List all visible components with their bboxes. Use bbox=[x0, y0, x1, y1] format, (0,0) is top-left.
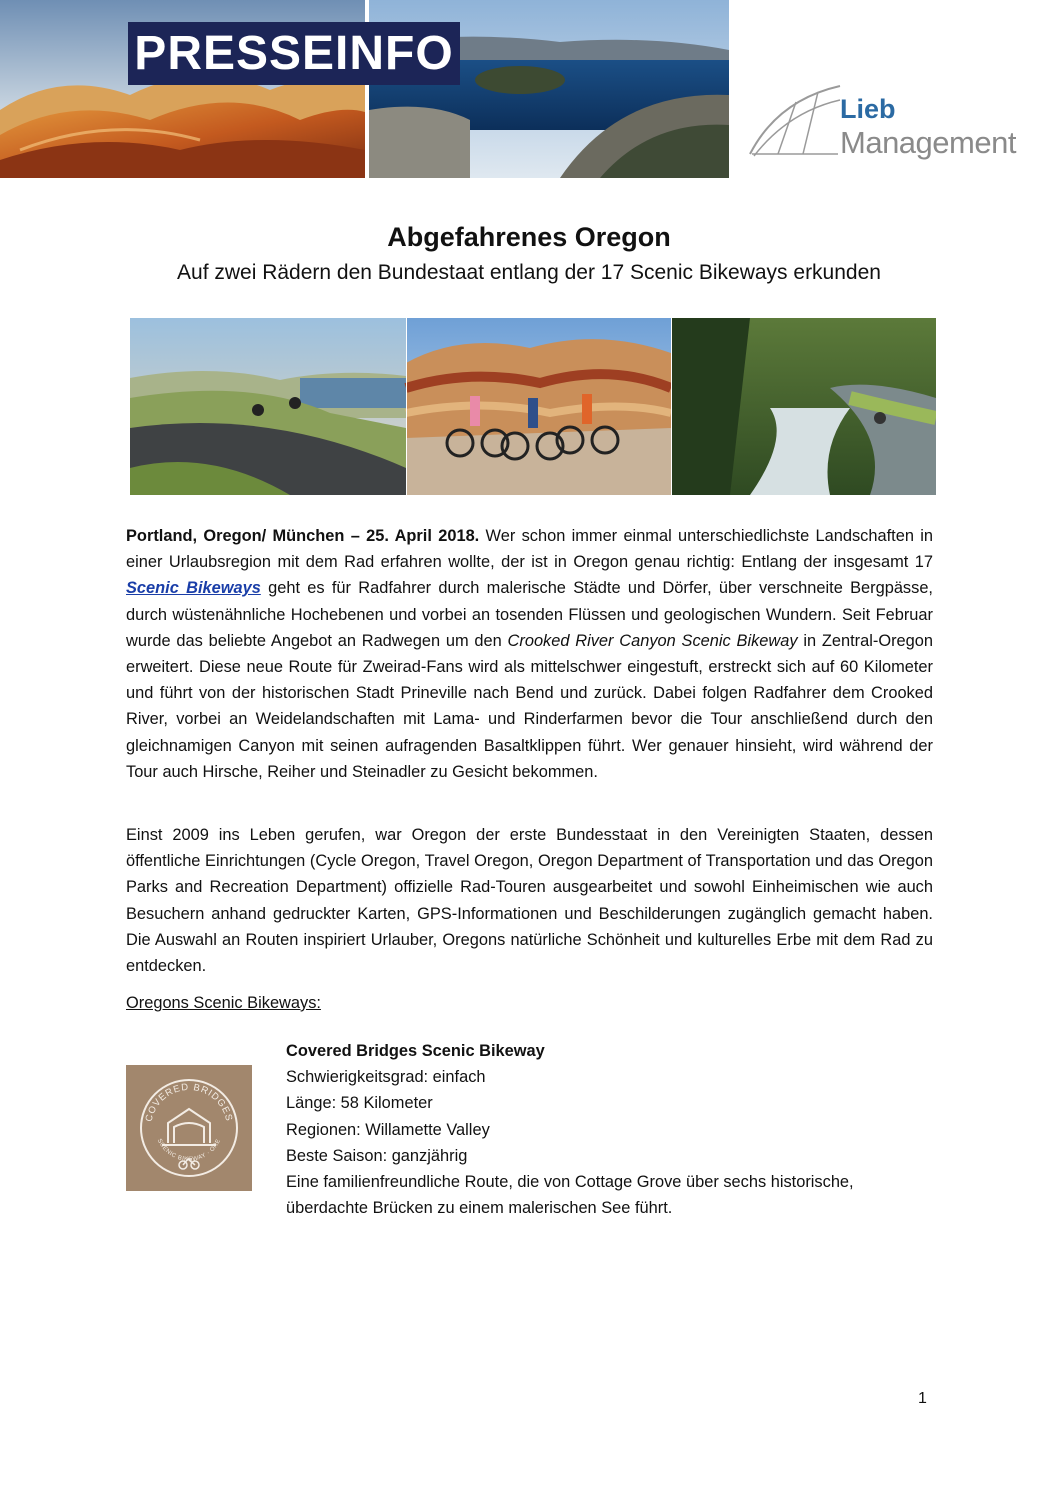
logo-mark-icon bbox=[748, 82, 843, 162]
bikeway-regions: Regionen: Willamette Valley bbox=[286, 1120, 490, 1139]
crooked-river-bikeway-name: Crooked River Canyon Scenic Bikeway bbox=[507, 631, 798, 650]
bikeway-difficulty: Schwierigkeitsgrad: einfach bbox=[286, 1068, 486, 1087]
intro-text-b: geht es für Radfahrer durch malerische Städte und Dörfer, über verschneite Bergpässe, durch wüstenähnliche Hochebenen und vorbei an tosenden Flüssen und geologischen Wundern. Seit Februar wurde das beliebte Angebot an Radwegen um den bbox=[126, 579, 933, 650]
lieb-management-logo bbox=[748, 82, 1048, 162]
page-number: 1 bbox=[918, 1390, 927, 1407]
logo-management-text: Management bbox=[840, 125, 1016, 160]
presseinfo-label: PRESSEINFO bbox=[128, 22, 460, 85]
bikeway-name: Covered Bridges Scenic Bikeway bbox=[286, 1042, 545, 1060]
intro-paragraph bbox=[126, 523, 933, 785]
badge-top-text: COVERED BRIDGES bbox=[143, 1081, 235, 1123]
header-banner-image bbox=[0, 0, 729, 178]
logo-lieb-text: Lieb bbox=[840, 94, 896, 124]
covered-bridges-badge bbox=[126, 1065, 252, 1191]
page-title: Abgefahrenes Oregon bbox=[387, 222, 671, 252]
history-paragraph: Einst 2009 ins Leben gerufen, war Oregon der erste Bundesstaat in den Vereinigten Staaten, dessen öffentliche Einrichtungen (Cycle Oregon, Travel Oregon, Oregon Department of Transportation und das Oregon Parks and Recreation Department) offizielle Rad-Touren ausgearbeitet und sowohl Einheimischen wie auch Besuchern anhand gedruckter Karten, GPS-Informationen und Beschilderungen zugänglich gemacht haben. Die Auswahl an Routen inspiriert Urlauber, Oregons natürliche Schönheit und kulturelles Erbe mit dem Rad zu entdecken. bbox=[126, 826, 933, 976]
bikeway-entry bbox=[286, 1038, 946, 1221]
page-subtitle: Auf zwei Rädern den Bundestaat entlang der 17 Scenic Bikeways erkunden bbox=[177, 261, 881, 284]
badge-bottom-text: SCENIC BIKEWAY · ORE bbox=[155, 1138, 223, 1163]
bikeway-description-line2: überdachte Brücken zu einem malerischen See führt. bbox=[286, 1199, 673, 1218]
bikeway-length: Länge: 58 Kilometer bbox=[286, 1094, 433, 1113]
cyclist-photo-strip bbox=[130, 318, 936, 495]
section-heading: Oregons Scenic Bikeways: bbox=[126, 994, 321, 1012]
header bbox=[0, 0, 1058, 178]
intro-text-c: in Zentral-Oregon erweitert. Diese neue Route für Zweirad-Fans wird als mittelschwer eingestuft, erstreckt sich auf 60 Kilometer und führt von der historischen Stadt Prineville nach Bend und zurück. Dabei folgen Radfahrer dem Crooked River, vorbei an Weidelandschaften mit Lama- und Rinderfarmen bevor die Tour anschließend durch den gleichnamigen Canyon mit seinen aufragenden Basaltklippen führt. Wer genauer hinsieht, wird während der Tour auch Hirsche, Reiher und Steinadler zu Gesicht bekommen. bbox=[126, 631, 933, 781]
scenic-bikeways-link[interactable]: Scenic Bikeways bbox=[126, 579, 261, 598]
intro-text-a: Wer schon immer einmal unterschiedlichste Landschaften in einer Urlaubsregion mit dem Rad erfahren wollte, der ist in Oregon genau richtig: Entlang der insgesamt 17 bbox=[126, 527, 933, 572]
dateline: Portland, Oregon/ München – 25. April 2018. bbox=[126, 527, 480, 545]
bikeway-season: Beste Saison: ganzjährig bbox=[286, 1146, 468, 1165]
bikeway-description-line1: Eine familienfreundliche Route, die von Cottage Grove über sechs historische, bbox=[286, 1173, 854, 1192]
